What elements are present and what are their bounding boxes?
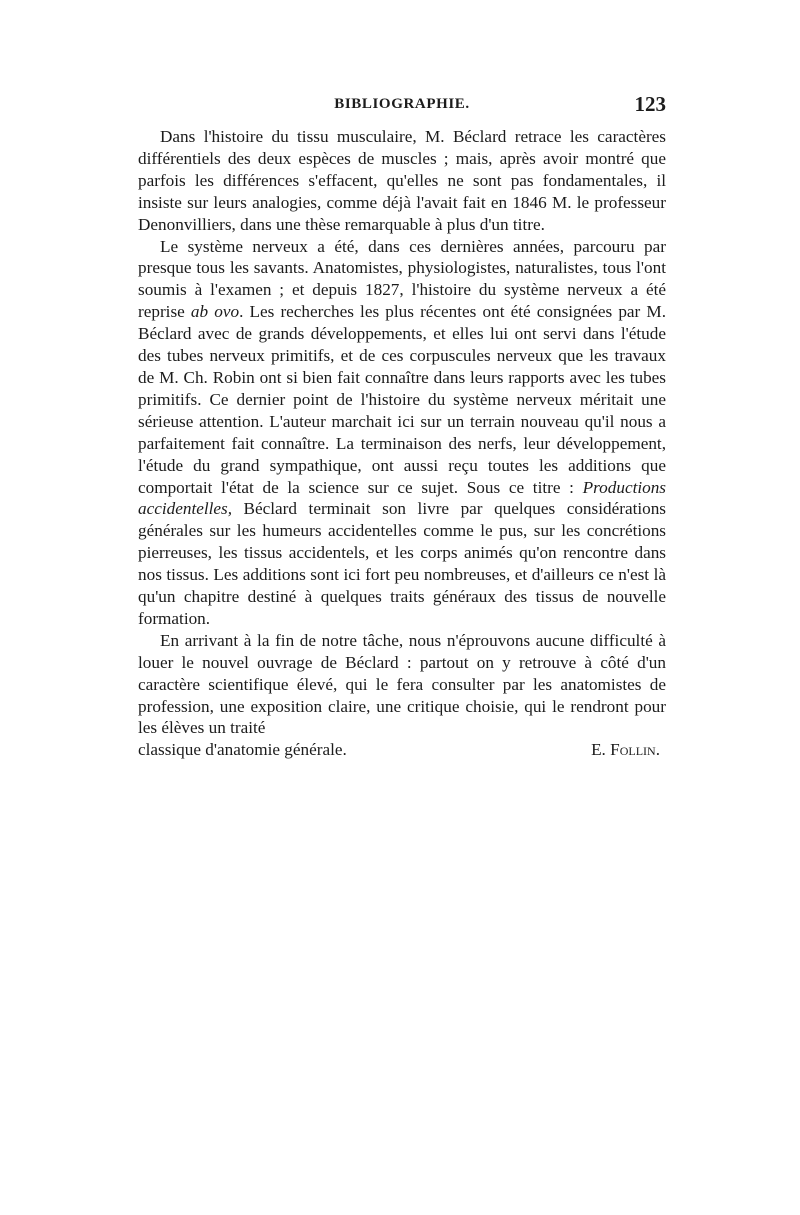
page-number: 123 — [634, 92, 666, 116]
running-head: BIBLIOGRAPHIE. — [334, 96, 470, 112]
paragraph-nervous-system-part-a: Le système nerveux a été, dans ces dernières années, parcouru par presque tous les savants. Anatomistes, physiologistes, naturalistes, tous l'ont soumis à l'examen ; et depuis 1827, l'histoire du système nerveux a été reprise — [138, 236, 666, 322]
author-signature: E. Follin. — [591, 740, 660, 760]
page-header — [138, 92, 666, 120]
body-text — [138, 126, 666, 761]
paragraph-nervous-system-part-c: Béclard terminait son livre par quelques considérations générales sur les humeurs accidentelles comme le pus, sur les concrétions pierreuses, les tissus accidentels, et les corps animés qu'on rencontre dans nos tissus. Les additions sont ici fort peu nombreuses, et d'ailleurs ce n'est là qu'un chapitre destiné à quelques traits généraux des tissus de nouvelle formation. — [138, 499, 666, 628]
productions-accidentelles-italic: Productions accidentelles, — [138, 477, 666, 519]
paragraph-muscular-tissue: Dans l'histoire du tissu musculaire, M. Béclard retrace les caractères différentiels des deux espèces de muscles ; mais, après avoir montré que parfois les différences s'effacent, qu'elles ne sont pas fondamentales, il insiste sur leurs analogies, comme déjà l'avait fait en 1846 M. le professeur Denonvilliers, dans une thèse remarquable à plus d'un titre. — [138, 127, 666, 234]
ab-ovo-italic: ab ovo — [190, 302, 240, 322]
closing-text: classique d'anatomie générale. — [138, 740, 347, 760]
paragraph-nervous-system — [138, 236, 666, 630]
paragraph-conclusion: En arrivant à la fin de notre tâche, nous n'éprouvons aucune difficulté à louer le nouvel ouvrage de Béclard : partout on y retrouve à côté d'un caractère scientifique élevé, qui le fera consulter par les anatomistes de profession, une exposition claire, une critique choisie, qui le rendront pour les élèves un traité — [138, 630, 666, 738]
paragraph-nervous-system-part-b: . Les recherches les plus récentes ont été consignées par M. Béclard avec de grands développements, et elles lui ont servi dans l'étude des tubes nerveux primitifs, et de ces corpuscules nerveux que les travaux de M. Ch. Robin ont si bien fait connaître dans leurs rapports avec les tubes primitifs. Ce dernier point de l'histoire du système nerveux méritait une sérieuse attention. L'auteur marchait ici sur un terrain nouveau qu'il nous a parfaitement fait connaître. La terminaison des nerfs, leur développement, l'étude du grand sympathique, ont aussi reçu toutes les additions que comportait l'état de la science sur ce sujet. Sous ce titre : — [138, 302, 666, 497]
closing-line — [138, 739, 666, 761]
